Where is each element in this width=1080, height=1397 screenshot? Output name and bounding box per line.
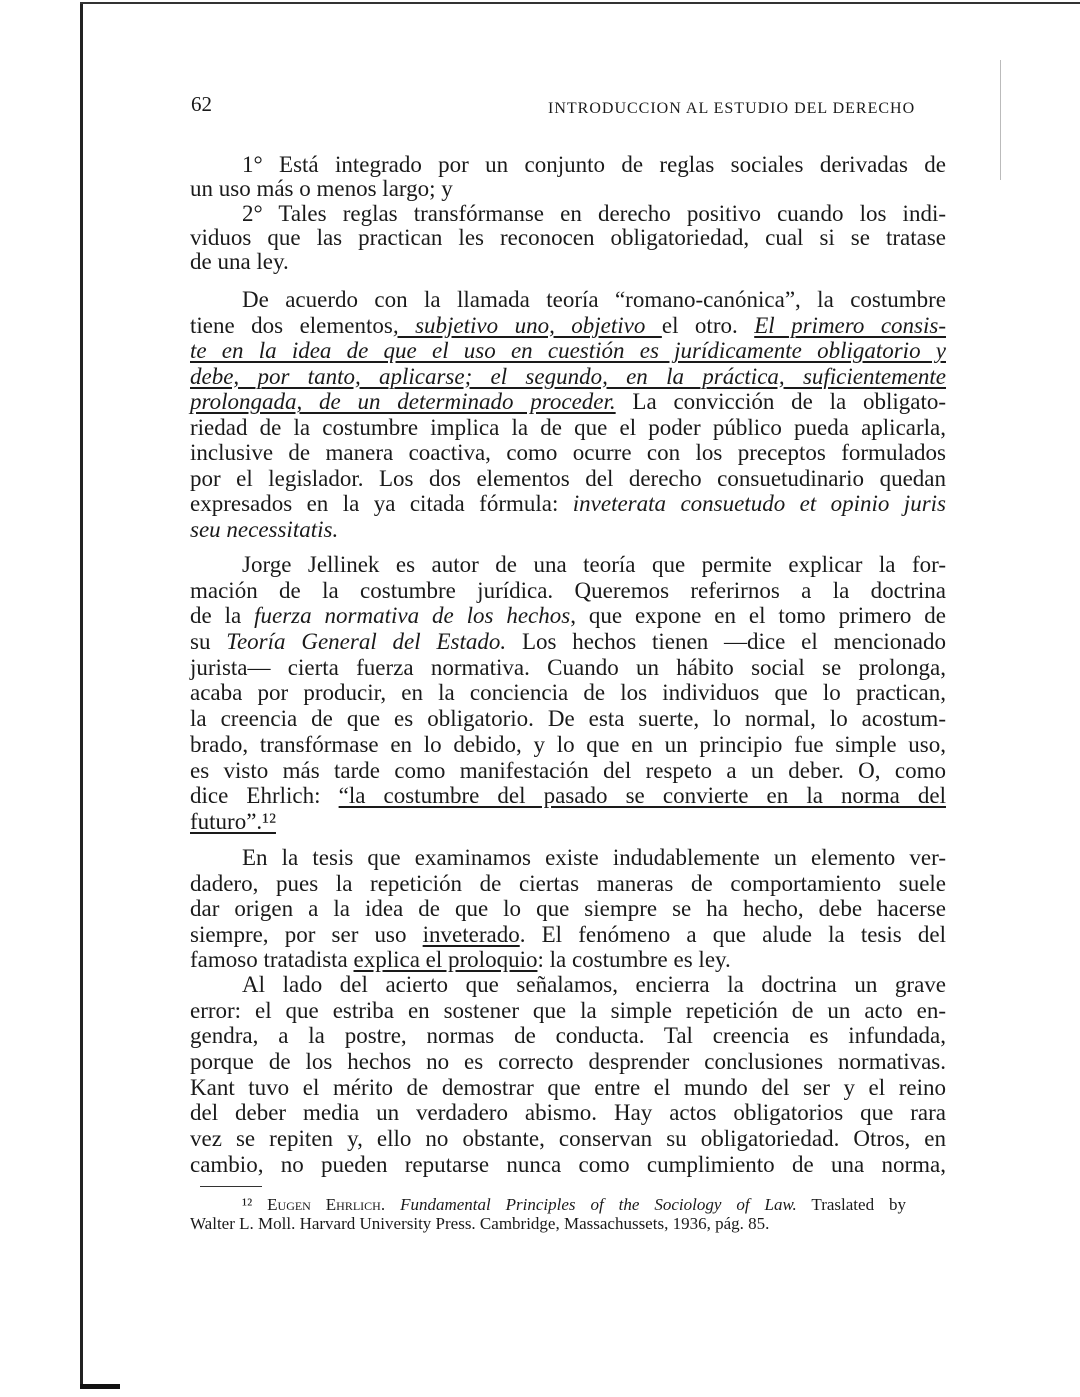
page-edge-right <box>1000 60 1001 180</box>
text-span: Walter L. Moll. Harvard University Press. Cambridge, Massachussets, 1936, pág. 85. <box>190 1214 770 1233</box>
text-line <box>190 732 946 758</box>
text-line <box>190 389 946 415</box>
text-span: vez se repiten y, ello no obstante, conservan su obligatoriedad. Otros, en <box>190 1126 946 1152</box>
text-span: cambio, no pueden reputarse nunca como cumplimiento de una norma, <box>190 1151 946 1177</box>
text-span: ¹² <box>242 1195 268 1214</box>
text-line <box>190 415 946 441</box>
paragraph-jellinek <box>190 552 946 835</box>
text-span: de la <box>190 603 255 629</box>
text-span: dadero, pues la repetición de ciertas maneras de comportamiento suele <box>190 870 946 896</box>
text-line <box>190 313 946 339</box>
text-line <box>190 972 946 998</box>
text-line <box>190 552 946 578</box>
page-edge-bottom <box>80 1384 120 1389</box>
text-span: Jorge Jellinek es autor de una teoría que permite explicar la for- <box>242 552 946 577</box>
paragraph-tesis <box>190 845 946 973</box>
paragraph-romano-canonica <box>190 287 946 542</box>
text-span: Al lado del acierto que señalamos, encierra la doctrina un grave <box>242 972 946 997</box>
text-span: La convicción de la obligato- <box>615 389 947 414</box>
text-line <box>190 466 946 492</box>
footnote-rule <box>200 1186 262 1187</box>
text-line <box>190 1023 946 1049</box>
text-span: viduos que las practican les reconocen obligatoriedad, cual si se tratase <box>190 224 946 250</box>
text-span: 1° Está integrado por un conjunto de reglas sociales derivadas de <box>242 152 946 177</box>
text-line <box>190 1075 946 1101</box>
text-line <box>190 491 946 517</box>
text-line <box>190 629 946 655</box>
text-span: En la tesis que examinamos existe indudablemente un elemento ver- <box>242 845 946 870</box>
text-line <box>190 809 946 835</box>
text-line <box>190 845 946 871</box>
text-span: porque de los hechos no es correcto desprender conclusiones normativas. <box>190 1049 946 1075</box>
text-span: acaba por producir, en la conciencia de los individuos que lo practican, <box>190 680 946 706</box>
text-line <box>190 226 946 250</box>
text-span: gendra, a la postre, normas de conducta. Tal creencia es infundada, <box>190 1023 946 1049</box>
text-span: , que expone en el tomo primero de <box>570 603 947 629</box>
text-span: siempre, por ser uso <box>190 921 423 947</box>
text-line <box>190 1195 906 1214</box>
text-span: . El fenómeno a que alude la tesis del <box>519 921 946 947</box>
text-span: brado, transfórmase en lo debido, y lo que en un principio fue simple uso, <box>190 731 946 757</box>
text-line <box>190 440 946 466</box>
text-span: 2° Tales reglas transfórmanse en derecho positivo cuando los indi- <box>242 200 946 226</box>
text-span: expresados en la ya citada fórmula: <box>190 491 573 516</box>
text-line <box>190 177 946 201</box>
text-line <box>190 364 946 390</box>
text-line <box>190 998 946 1024</box>
text-line <box>190 680 946 706</box>
text-span: dar origen a la idea de que lo que siempre se ha hecho, debe hacerse <box>190 896 946 922</box>
running-head: INTRODUCCION AL ESTUDIO DEL DERECHO <box>548 100 916 117</box>
italic-text: Teoría General del Estado. <box>226 629 507 655</box>
paragraph-enumeration <box>190 153 946 274</box>
text-line <box>190 706 946 732</box>
text-span: la creencia de que es obligatorio. De esta suerte, lo normal, lo acostum- <box>190 706 946 732</box>
text-line <box>190 1152 946 1178</box>
text-line <box>190 1214 906 1233</box>
page-edge-left <box>80 4 83 1389</box>
text-span: de una ley. <box>190 249 289 275</box>
italic-text: Fundamental Principles of the Sociology of Law. <box>400 1195 797 1214</box>
text-span: el otro. <box>661 312 755 338</box>
footnote <box>190 1195 906 1233</box>
text-span: Eugen Ehrlich <box>267 1195 381 1214</box>
text-span: De acuerdo con la llamada teoría “romano-canónica”, la costumbre <box>242 287 946 312</box>
text-line <box>190 153 946 177</box>
text-line <box>190 783 946 809</box>
italic-text: inveterata consuetudo et opinio juris <box>572 491 946 516</box>
italic-text: seu necessitatis. <box>190 516 339 542</box>
text-span: del deber media un verdadero abismo. Hay actos obligatorios que rara <box>190 1100 946 1126</box>
underlined-text: prolongada, de un determinado proceder. <box>190 389 616 414</box>
paragraph-critica <box>190 972 946 1178</box>
text-span: Los hechos tienen —dice el mencionado <box>506 629 947 655</box>
underlined-text: debe, por tanto, aplicarse; el segundo, en la práctica, suficientemente <box>190 363 946 389</box>
underlined-text: inveterado <box>422 921 520 947</box>
text-span: es visto más tarde como manifestación del respeto a un deber. O, como <box>190 757 946 783</box>
text-span: dice Ehrlich: <box>190 783 339 809</box>
text-span: por el legislador. Los dos elementos del derecho consuetudinario quedan <box>190 465 946 491</box>
text-span: famoso tratadista <box>190 947 354 973</box>
text-line <box>190 578 946 604</box>
text-line <box>190 1049 946 1075</box>
text-line <box>190 1100 946 1126</box>
italic-text: fuerza normativa de los hechos <box>254 603 571 629</box>
text-span: Kant tuvo el mérito de demostrar que entre el mundo del ser y el reino <box>190 1074 946 1100</box>
underlined-text: “la costumbre del pasado se convierte en la norma del <box>338 783 946 809</box>
page-number: 62 <box>191 92 212 116</box>
text-line <box>190 947 946 973</box>
text-line <box>190 871 946 897</box>
underlined-text: futuro”.¹² <box>190 808 276 834</box>
text-line <box>190 896 946 922</box>
text-span: error: el que estriba en sostener que la simple repetición de un acto en- <box>190 997 946 1023</box>
text-line <box>190 655 946 681</box>
text-span: jurista— cierta fuerza normativa. Cuando un hábito social se prolonga, <box>190 654 946 680</box>
text-span: Traslated by <box>796 1195 907 1214</box>
underlined-text: te en la idea de que el uso en cuestión es jurídicamente obligatorio y <box>190 338 946 363</box>
text-line <box>190 603 946 629</box>
text-line <box>190 758 946 784</box>
text-span: tiene dos elementos <box>190 312 393 338</box>
text-line <box>190 517 946 543</box>
page-edge-top <box>80 2 1080 4</box>
underlined-text: , subjetivo uno, objetivo <box>392 312 662 338</box>
text-line <box>190 1126 946 1152</box>
underlined-text: El primero consis- <box>754 312 946 338</box>
text-line <box>190 922 946 948</box>
text-span: riedad de la costumbre implica la de que el poder público pueda aplicarla, <box>190 414 946 440</box>
text-span: . <box>380 1195 401 1214</box>
text-span: mación de la costumbre jurídica. Queremos referirnos a la doctrina <box>190 577 946 603</box>
text-line <box>190 287 946 313</box>
text-line <box>190 202 946 226</box>
text-span: un uso más o menos largo; y <box>190 176 453 202</box>
text-span: : la costumbre es ley. <box>537 947 731 973</box>
text-line <box>190 338 946 364</box>
text-span: inclusive de manera coactiva, como ocurre con los preceptos formulados <box>190 440 946 465</box>
text-span: su <box>190 629 227 655</box>
text-line <box>190 250 946 274</box>
underlined-text: explica el proloquio <box>353 947 538 973</box>
